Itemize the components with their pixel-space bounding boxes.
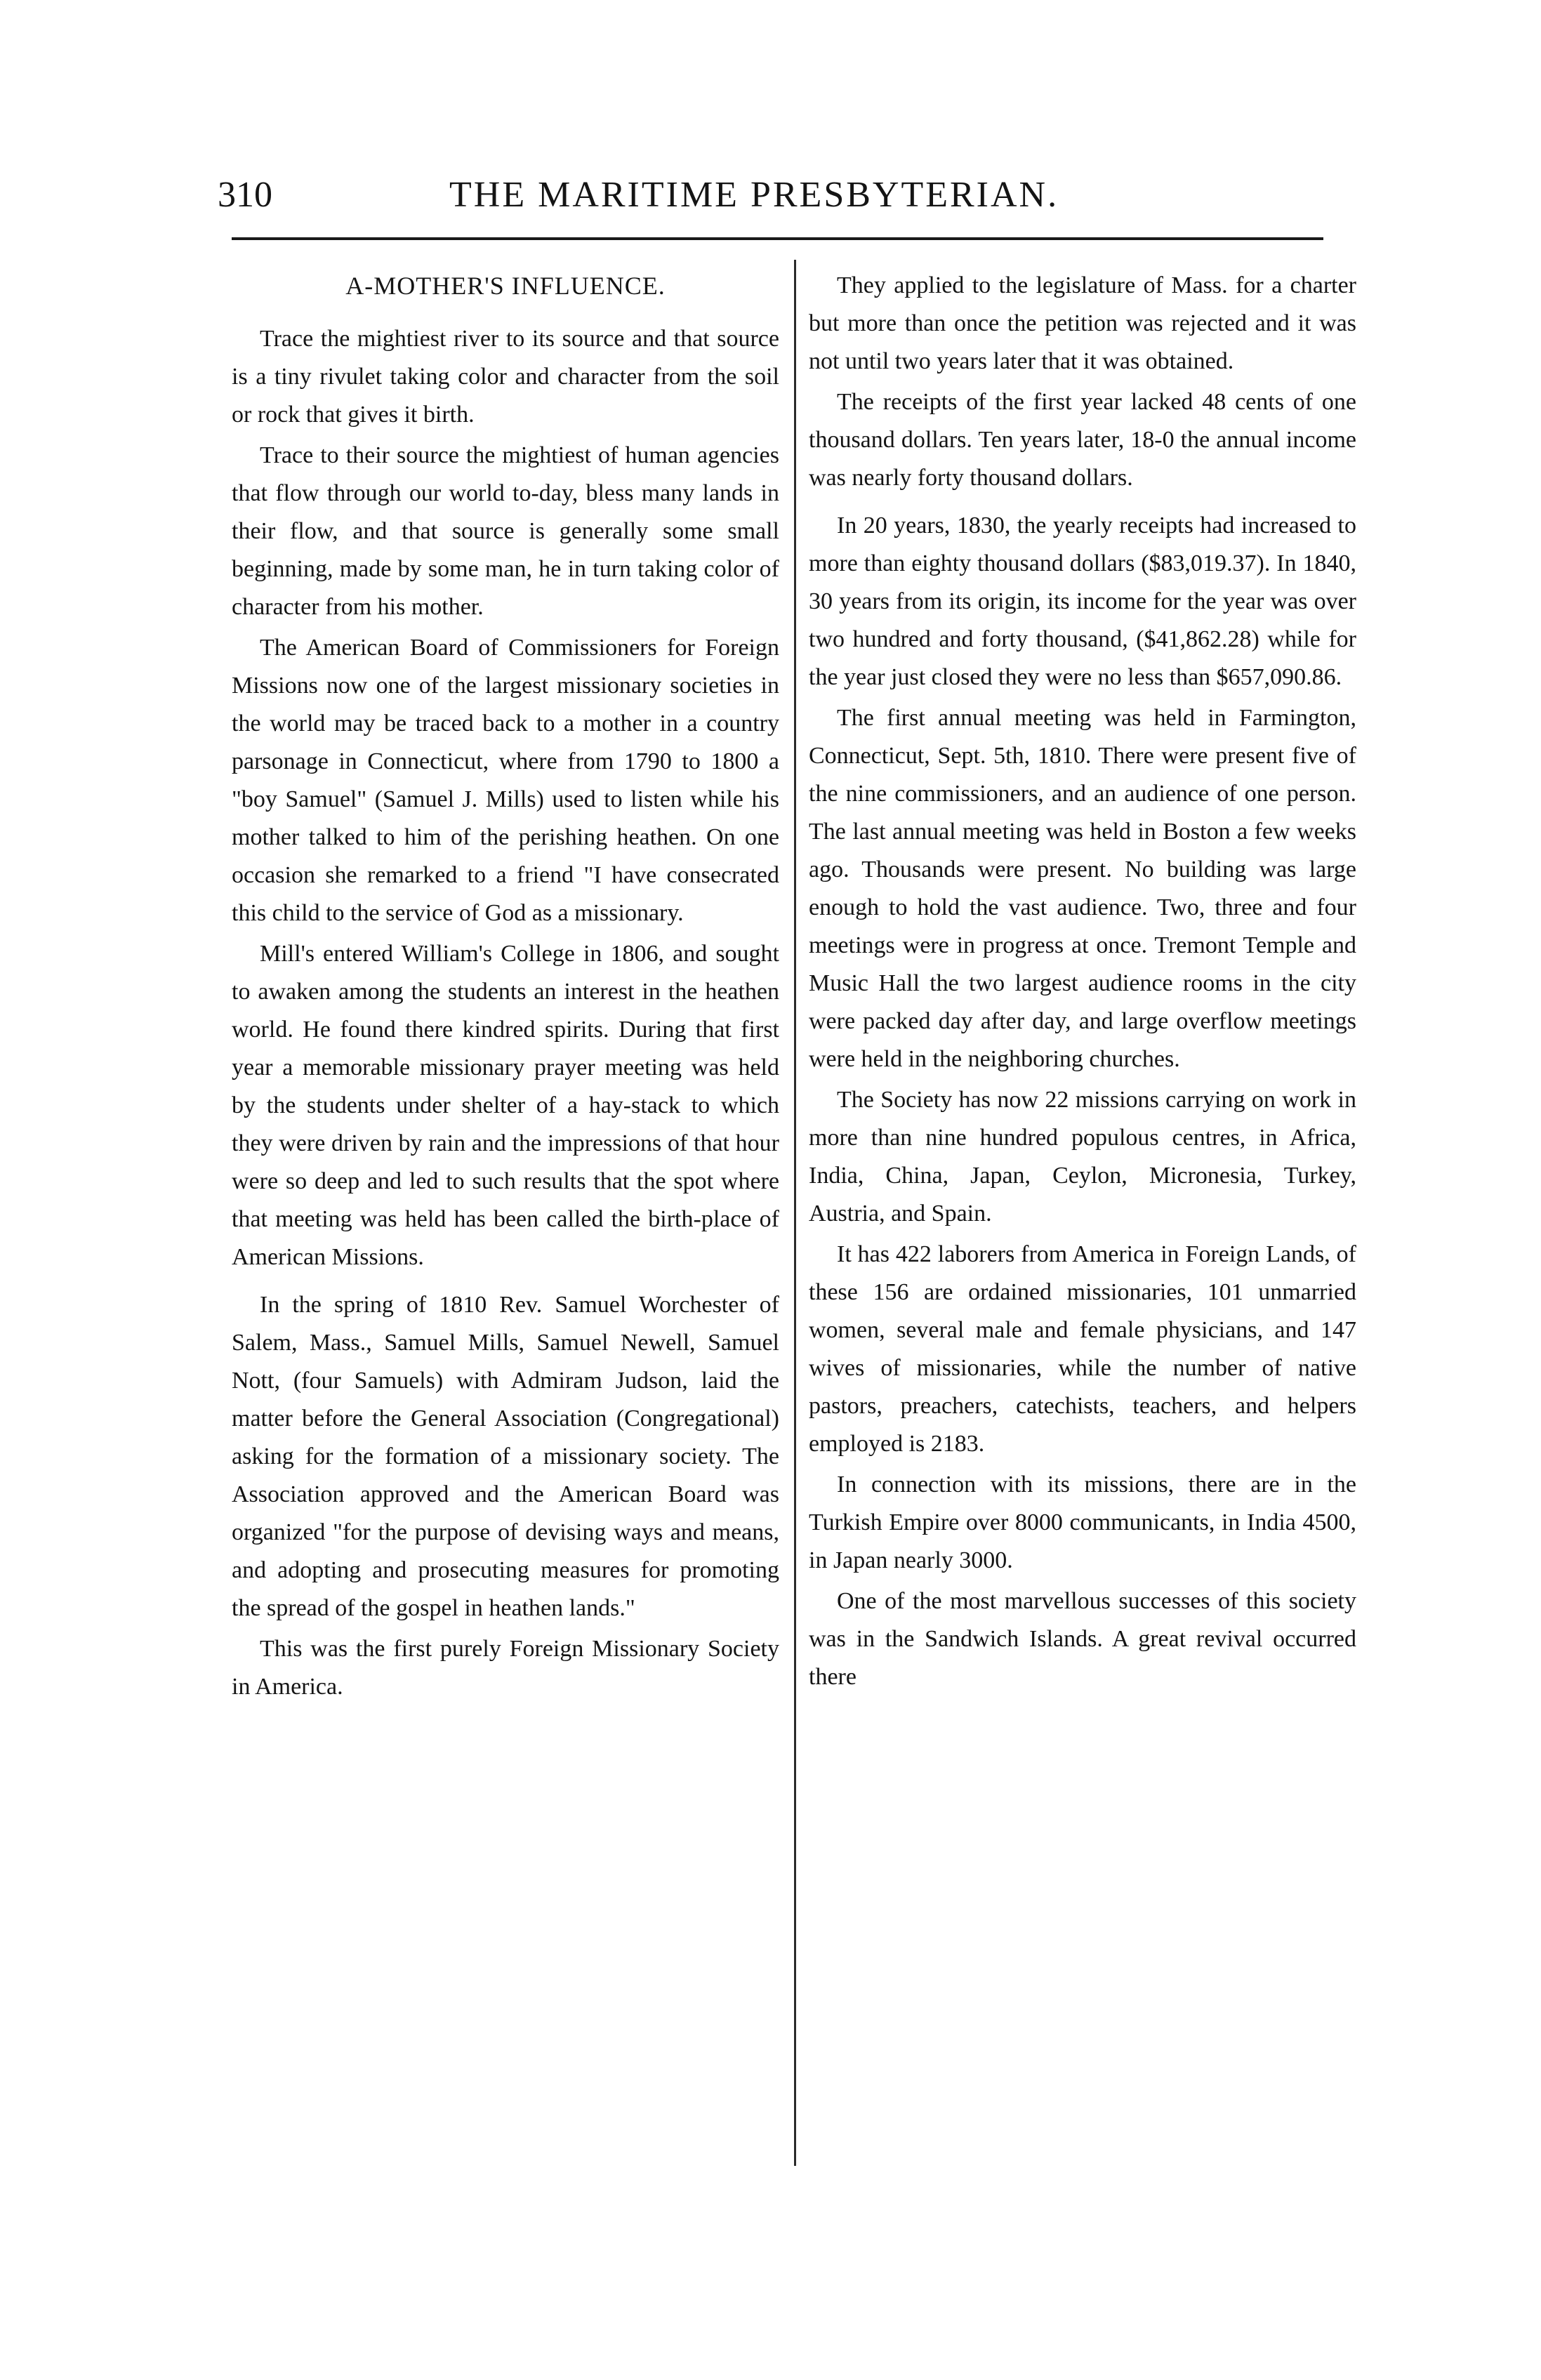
paragraph: One of the most marvellous successes of this society was in the Sandwich Islands. A great revival occurred there — [809, 1588, 1356, 1690]
right-column — [809, 267, 1356, 1699]
paragraph: In connection with its missions, there are in the Turkish Empire over 8000 communicants, in India 4500, in Japan nearly 3000. — [809, 1472, 1356, 1573]
paragraph: In the spring of 1810 Rev. Samuel Worchester of Salem, Mass., Samuel Mills, Samuel Newell, Samuel Nott, (four Samuels) with Admiram Judson, laid the matter before the General Association (Congregational) asking for the formation of a missionary society. The Association approved and the American Board was organized "for the purpose of devising ways and means, and adopting and prosecuting measures for promoting the spread of the gospel in heathen lands." — [232, 1292, 779, 1621]
running-title: THE MARITIME PRESBYTERIAN. — [449, 175, 1059, 215]
paragraph: Trace the mightiest river to its source and that source is a tiny rivulet taking color and character from the soil or rock that gives it birth. — [232, 326, 779, 428]
paragraph: In 20 years, 1830, the yearly receipts had increased to more than eighty thousand dollars ($83,019.37). In 1840, 30 years from its origin, its income for the year was over two hundred and forty thousand, ($41,862.28) while for the year just closed they were no less than $657,090.86. — [809, 513, 1356, 690]
paragraph: They applied to the legislature of Mass. for a charter but more than once the petition was rejected and it was not until two years later that it was obtained. — [809, 272, 1356, 374]
paragraph: The American Board of Commissioners for Foreign Missions now one of the largest missionary societies in the world may be traced back to a mother in a country parsonage in Connecticut, where from 1790 to 1800 a "boy Samuel" (Samuel J. Mills) used to listen while his mother talked to him of the perishing heathen. On one occasion she remarked to a friend "I have consecrated this child to the service of God as a missionary. — [232, 635, 779, 926]
paragraph: Trace to their source the mightiest of human agencies that flow through our world to-day, bless many lands in their flow, and that source is generally some small beginning, made by some man, he in turn taking color of character from his mother. — [232, 442, 779, 620]
paragraph: This was the first purely Foreign Missionary Society in America. — [232, 1636, 779, 1700]
left-column — [232, 267, 779, 1709]
paragraph: The first annual meeting was held in Farmington, Connecticut, Sept. 5th, 1810. There were present five of the nine commissioners, and an audience of one person. The last annual meeting was held in Boston a few weeks ago. Thousands were present. No building was large enough to hold the vast audience. Two, three and four meetings were in progress at once. Tremont Temple and Music Hall the two largest audience rooms in the city were packed day after day, and large overflow meetings were held in the neighboring churches. — [809, 705, 1356, 1072]
paragraph: The receipts of the first year lacked 48 cents of one thousand dollars. Ten years later, 18-0 the annual income was nearly forty thousand dollars. — [809, 389, 1356, 491]
header-rule — [232, 237, 1323, 240]
page-header — [218, 167, 1327, 223]
paragraph: It has 422 laborers from America in Foreign Lands, of these 156 are ordained missionaries, 101 unmarried women, several male and female physicians, and 147 wives of missionaries, while the number of native pastors, preachers, catechists, teachers, and helpers employed is 2183. — [809, 1241, 1356, 1457]
paragraph: Mill's entered William's College in 1806, and sought to awaken among the students an interest in the heathen world. He found there kindred spirits. During that first year a memorable missionary prayer meeting was held by the students under shelter of a hay-stack to which they were driven by rain and the impressions of that hour were so deep and led to such results that the spot where that meeting was held has been called the birth-place of American Missions. — [232, 941, 779, 1270]
column-divider — [794, 260, 796, 2166]
article-heading: A-MOTHER'S INFLUENCE. — [345, 272, 666, 300]
paragraph: The Society has now 22 missions carrying on work in more than nine hundred populous centres, in Africa, India, China, Japan, Ceylon, Micronesia, Turkey, Austria, and Spain. — [809, 1087, 1356, 1227]
page-number: 310 — [218, 175, 272, 215]
